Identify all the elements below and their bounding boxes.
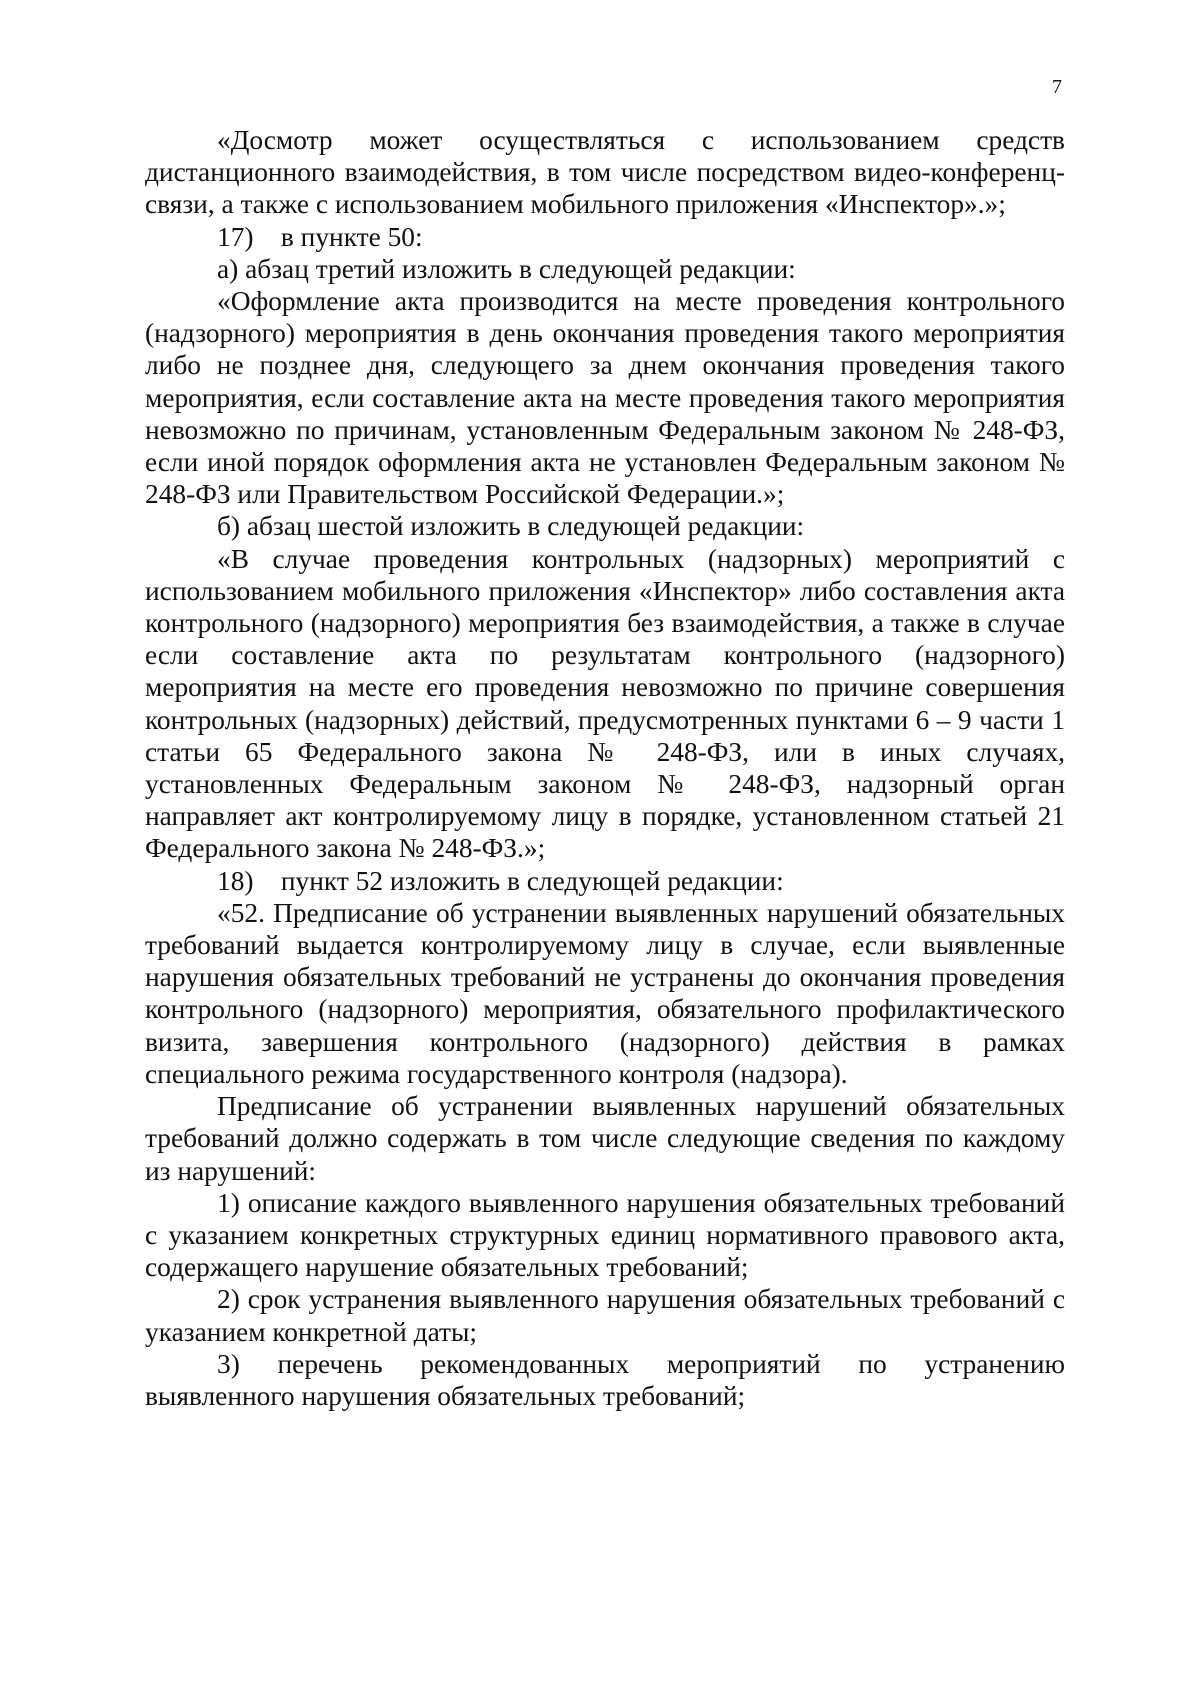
paragraph-inspection-remote: «Досмотр может осуществляться с использованием средств дистанционного взаимодействия, в том числе посредством видео-конференц-связи, а также с использованием мобильного приложения «Инспектор».»; (145, 125, 1065, 220)
list-item-3: 3) перечень рекомендованных мероприятий по устранению выявленного нарушения обязательных требований; (145, 1348, 1065, 1411)
paragraph-item-52-order: «52. Предписание об устранении выявленных нарушений обязательных требований выдается контролируемому лицу в случае, если выявленные нарушения обязательных требований не устранены до окончания проведения контрольного (надзорного) мероприятия, обязательного профилактического визита, завершения контрольного (надзорного) действия в рамках специального режима государственного контроля (надзора). (145, 897, 1065, 1089)
paragraph-item-17: 17) в пункте 50: (217, 221, 423, 252)
paragraph-subitem-b: б) абзац шестой изложить в следующей редакции: (217, 511, 805, 542)
paragraph-subitem-a: а) абзац третий изложить в следующей редакции: (217, 253, 796, 284)
list-item-2: 2) срок устранения выявленного нарушения обязательных требований с указанием конкретной даты; (145, 1284, 1065, 1347)
document-body (145, 124, 1065, 1412)
paragraph-mobile-app-act: «В случае проведения контрольных (надзорных) мероприятий с использованием мобильного приложения «Инспектор» либо составления акта контрольного (надзорного) мероприятия без взаимодействия, а также в случае если составление акта по результатам контрольного (надзорного) мероприятия на месте его проведения невозможно по причине совершения контрольных (надзорных) действий, предусмотренных пунктами 6 – 9 части 1 статьи 65 Федерального закона № 248-ФЗ, или в иных случаях, установленных Федеральным законом № 248-ФЗ, надзорный орган направляет акт контролируемому лицу в порядке, установленном статьей 21 Федерального закона № 248-ФЗ.»; (145, 543, 1065, 864)
paragraph-item-18: 18) пункт 52 изложить в следующей редакции: (217, 865, 784, 896)
paragraph-act-registration: «Оформление акта производится на месте проведения контрольного (надзорного) мероприятия в день окончания проведения такого мероприятия либо не позднее дня, следующего за днем окончания проведения такого мероприятия, если составление акта на месте проведения такого мероприятия невозможно по причинам, установленным Федеральным законом № 248-ФЗ, если иной порядок оформления акта не установлен Федеральным законом № 248-ФЗ или Правительством Российской Федерации.»; (145, 286, 1065, 510)
list-item-1: 1) описание каждого выявленного нарушения обязательных требований с указанием конкретных структурных единиц нормативного правового акта, содержащего нарушение обязательных требований; (145, 1187, 1065, 1283)
paragraph-order-contents: Предписание об устранении выявленных нарушений обязательных требований должно содержать в том числе следующие сведения по каждому из нарушений: (145, 1091, 1065, 1186)
page-number: 7 (1052, 76, 1062, 98)
